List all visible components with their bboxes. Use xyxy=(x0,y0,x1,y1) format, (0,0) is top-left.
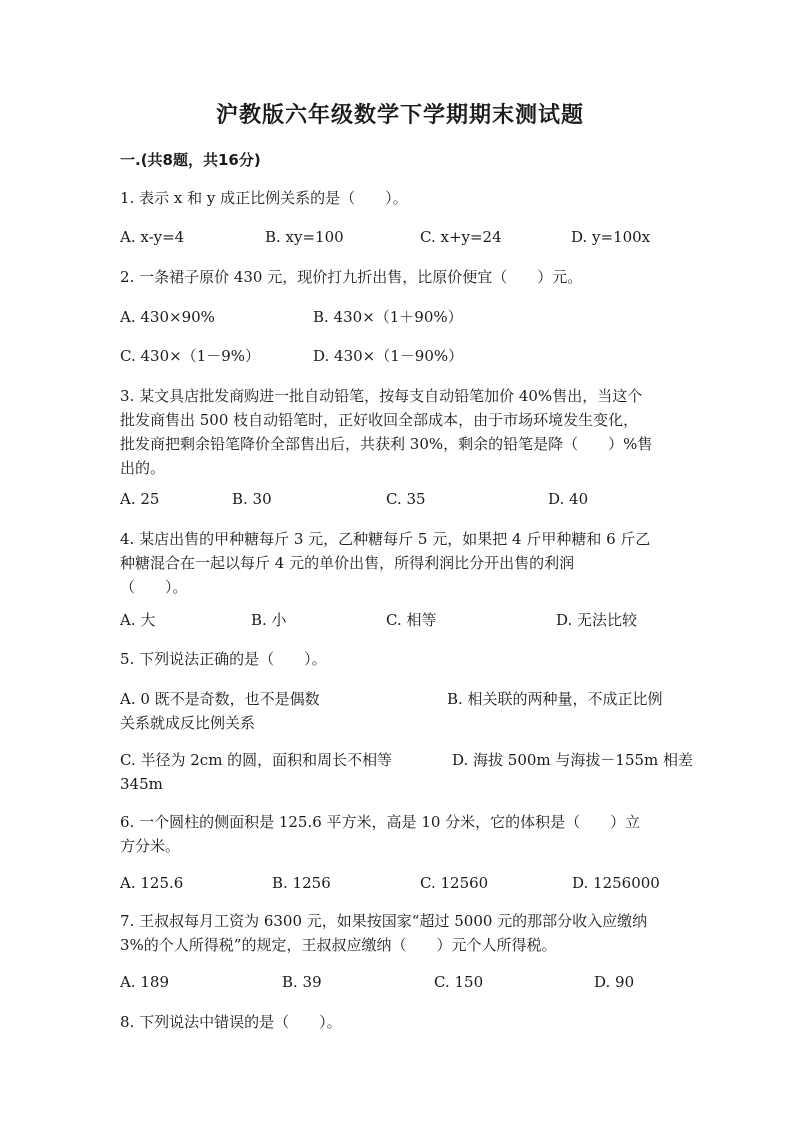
question-6-line-1: 6. 一个圆柱的侧面积是 125.6 平方米，高是 10 分米，它的体积是（ ）立 xyxy=(120,813,641,831)
question-3-line-4: 出的。 xyxy=(120,459,166,477)
question-3-line-1: 3. 某文具店批发商购进一批自动铅笔，按每支自动铅笔加价 40%售出，当这个 xyxy=(120,387,643,405)
page-title: 沪教版六年级数学下学期期末测试题 xyxy=(215,103,584,128)
question-5-option-c: C. 半径为 2cm 的圆，面积和周长不相等 xyxy=(120,751,393,769)
question-5-option-a: A. 0 既不是奇数，也不是偶数 xyxy=(120,690,320,708)
question-3-option-a: A. 25 xyxy=(120,490,160,508)
question-6-option-b: B. 1256 xyxy=(272,874,331,892)
question-7-option-b: B. 39 xyxy=(282,973,322,991)
question-4-option-a: A. 大 xyxy=(120,611,156,629)
question-6-line-2: 方分米。 xyxy=(120,837,181,855)
question-3-option-d: D. 40 xyxy=(548,490,589,508)
question-6-option-a: A. 125.6 xyxy=(120,874,184,892)
question-7-line-1: 7. 王叔叔每月工资为 6300 元，如果按国家“超过 5000 元的那部分收入应缴纳 xyxy=(120,912,648,930)
question-3-line-3: 批发商把剩余铅笔降价全部售出后，共获利 30%，剩余的铅笔是降（ ）%售 xyxy=(120,435,653,453)
question-1-option-c: C. x+y=24 xyxy=(420,228,502,246)
question-7-option-c: C. 150 xyxy=(434,973,484,991)
question-1-stem: 1. 表示 x 和 y 成正比例关系的是（ ）。 xyxy=(120,189,408,207)
question-7-line-2: 3%的个人所得税”的规定，王叔叔应缴纳（ ）元个人所得税。 xyxy=(120,936,557,954)
question-4-option-d: D. 无法比较 xyxy=(556,611,638,629)
question-2-option-a: A. 430×90% xyxy=(120,308,215,326)
question-4-line-1: 4. 某店出售的甲种糖每斤 3 元，乙种糖每斤 5 元，如果把 4 斤甲种糖和 6 斤乙 xyxy=(120,530,651,548)
question-3-line-2: 批发商售出 500 枝自动铅笔时，正好收回全部成本，由于市场环境发生变化， xyxy=(120,411,639,429)
question-4-line-2: 种糖混合在一起以每斤 4 元的单价出售，所得利润比分开出售的利润 xyxy=(120,554,575,572)
question-6-option-d: D. 1256000 xyxy=(572,874,660,892)
question-3-option-c: C. 35 xyxy=(386,490,426,508)
question-1-option-d: D. y=100x xyxy=(571,228,651,246)
question-5-option-d: D. 海拔 500m 与海拔－155m 相差 xyxy=(452,751,694,769)
question-7-option-d: D. 90 xyxy=(594,973,635,991)
question-5-stem: 5. 下列说法正确的是（ ）。 xyxy=(120,650,327,668)
question-3-option-b: B. 30 xyxy=(232,490,272,508)
question-2-option-c: C. 430×（1－9%） xyxy=(120,347,261,365)
section-header: 一.(共8题，共16分) xyxy=(120,151,261,169)
question-1-option-a: A. x-y=4 xyxy=(120,228,185,246)
question-5-option-d-continued: 345m xyxy=(120,775,163,793)
question-5-option-b: B. 相关联的两种量，不成正比例 xyxy=(447,690,663,708)
question-4-line-3: （ ）。 xyxy=(120,578,188,596)
question-5-option-b-continued: 关系就成反比例关系 xyxy=(120,714,256,732)
question-2-option-d: D. 430×（1－90%） xyxy=(313,347,464,365)
question-7-option-a: A. 189 xyxy=(120,973,169,991)
question-2-stem: 2. 一条裙子原价 430 元，现价打九折出售，比原价便宜（ ）元。 xyxy=(120,268,583,286)
question-4-option-b: B. 小 xyxy=(251,611,287,629)
question-1-option-b: B. xy=100 xyxy=(265,228,344,246)
question-2-option-b: B. 430×（1＋90%） xyxy=(313,308,463,326)
question-4-option-c: C. 相等 xyxy=(386,611,437,629)
question-6-option-c: C. 12560 xyxy=(420,874,489,892)
question-8-stem: 8. 下列说法中错误的是（ ）。 xyxy=(120,1013,342,1031)
